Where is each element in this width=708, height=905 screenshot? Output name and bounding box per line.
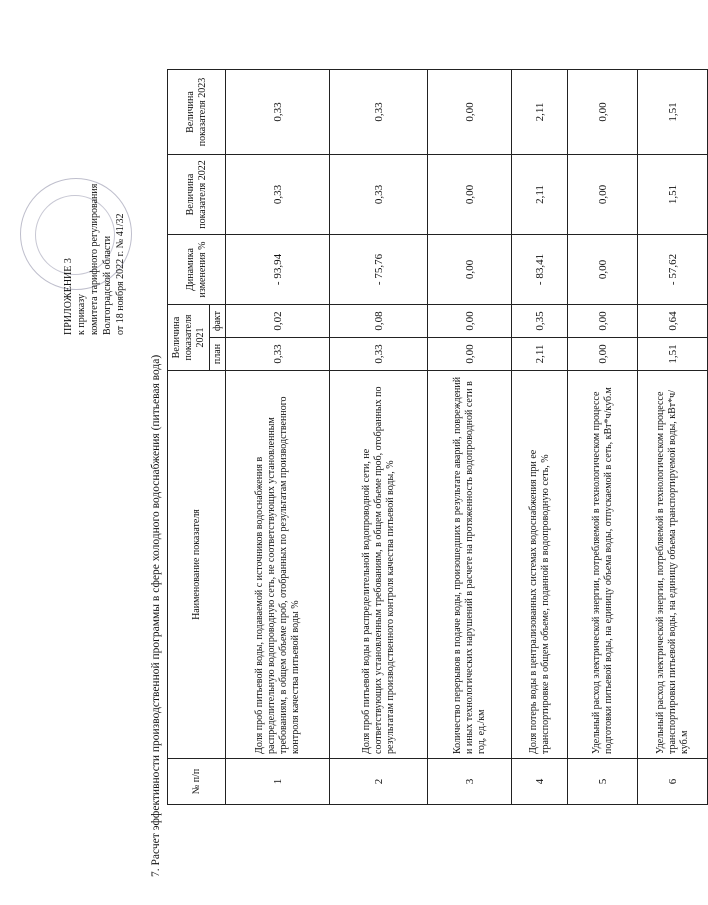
table-row — [512, 70, 568, 805]
row-dynamics: - 75,76 — [330, 235, 428, 305]
row-value-2022: 0,00 — [428, 155, 512, 235]
row-num: 2 — [330, 759, 428, 805]
table-row — [226, 70, 330, 805]
row-value-2023: 0,33 — [330, 70, 428, 155]
row-plan: 1,51 — [638, 338, 708, 371]
table-row — [638, 70, 708, 805]
row-value-2023: 0,33 — [226, 70, 330, 155]
section-title: 7. Расчет эффективности производственной программы в сфере холодного водоснабжения (питьевая вода) — [150, 354, 162, 877]
efficiency-table — [167, 69, 708, 805]
row-fact: 0,00 — [568, 305, 638, 338]
row-dynamics: - 83,41 — [512, 235, 568, 305]
row-fact: 0,08 — [330, 305, 428, 338]
row-plan: 0,00 — [428, 338, 512, 371]
row-value-2023: 1,51 — [638, 70, 708, 155]
region-name: Волгоградской области — [102, 235, 113, 335]
row-name: Доля проб питьевой воды, подаваемой с источников водоснабжения в распределительную водопроводную сеть, не соответствующих установленным требованиям, в общем объеме проб, отобранных по результатам производственного контроля качества питьевой воды % — [226, 371, 330, 759]
row-num: 6 — [638, 759, 708, 805]
appendix-title: ПРИЛОЖЕНИЕ 3 — [63, 258, 74, 335]
row-num: 1 — [226, 759, 330, 805]
row-dynamics: 0,00 — [568, 235, 638, 305]
row-fact: 0,35 — [512, 305, 568, 338]
header-value-2021: Величина показателя 2021 — [168, 305, 210, 371]
row-num: 3 — [428, 759, 512, 805]
row-value-2023: 0,00 — [568, 70, 638, 155]
row-fact: 0,00 — [428, 305, 512, 338]
appendix-header — [62, 35, 127, 335]
row-plan: 0,00 — [568, 338, 638, 371]
row-value-2023: 2,11 — [512, 70, 568, 155]
row-dynamics: - 57,62 — [638, 235, 708, 305]
row-plan: 0,33 — [330, 338, 428, 371]
header-fact: факт — [210, 305, 226, 338]
row-plan: 2,11 — [512, 338, 568, 371]
row-dynamics: - 93,94 — [226, 235, 330, 305]
header-num: № п/п — [168, 759, 226, 805]
header-dynamics: Динамика изменения % — [168, 235, 226, 305]
header-name: Наименование показателя — [168, 371, 226, 759]
row-fact: 0,02 — [226, 305, 330, 338]
row-name: Количество перерывов в подаче воды, произошедших в результате аварий, повреждений и иных технологических нарушений в расчете на протяженность водопроводной сети в год, ед./км — [428, 371, 512, 759]
row-dynamics: 0,00 — [428, 235, 512, 305]
row-plan: 0,33 — [226, 338, 330, 371]
row-fact: 0,64 — [638, 305, 708, 338]
row-value-2022: 0,33 — [330, 155, 428, 235]
table-row — [330, 70, 428, 805]
row-value-2022: 0,00 — [568, 155, 638, 235]
row-value-2022: 0,33 — [226, 155, 330, 235]
order-ref: к приказу — [76, 294, 87, 335]
row-name: Доля проб питьевой воды в распределительной водопроводной сети, не соответствующих установленным требованиям, в общем объеме проб, отобранных по результатам производственного контроля качества питьевой воды, % — [330, 371, 428, 759]
row-value-2022: 2,11 — [512, 155, 568, 235]
row-value-2023: 0,00 — [428, 70, 512, 155]
table-row — [428, 70, 512, 805]
row-value-2022: 1,51 — [638, 155, 708, 235]
header-plan: план — [210, 338, 226, 371]
row-name: Удельный расход электрической энергии, потребляемой в технологическом процессе подготовки питьевой воды, на единицу объема воды, отпускаемой в сеть, кВт*ч/куб.м — [568, 371, 638, 759]
header-value-2022: Величина показателя 2022 — [168, 155, 226, 235]
row-num: 4 — [512, 759, 568, 805]
row-name: Доля потерь воды в централизованных системах водоснабжения при ее транспортировке в общем объеме, поданной в водопроводную сеть, % — [512, 371, 568, 759]
header-value-2023: Величина показателя 2023 — [168, 70, 226, 155]
committee-name: комитета тарифного регулирования — [89, 183, 100, 335]
order-date: от 18 ноября 2022 г. № 41/32 — [115, 213, 126, 335]
table-row — [568, 70, 638, 805]
row-num: 5 — [568, 759, 638, 805]
row-name: Удельный расход электрической энергии, потребляемой в технологическом процессе транспортировки питьевой воды, на единицу объема транспортируемой воды, кВт*ч/куб.м — [638, 371, 708, 759]
